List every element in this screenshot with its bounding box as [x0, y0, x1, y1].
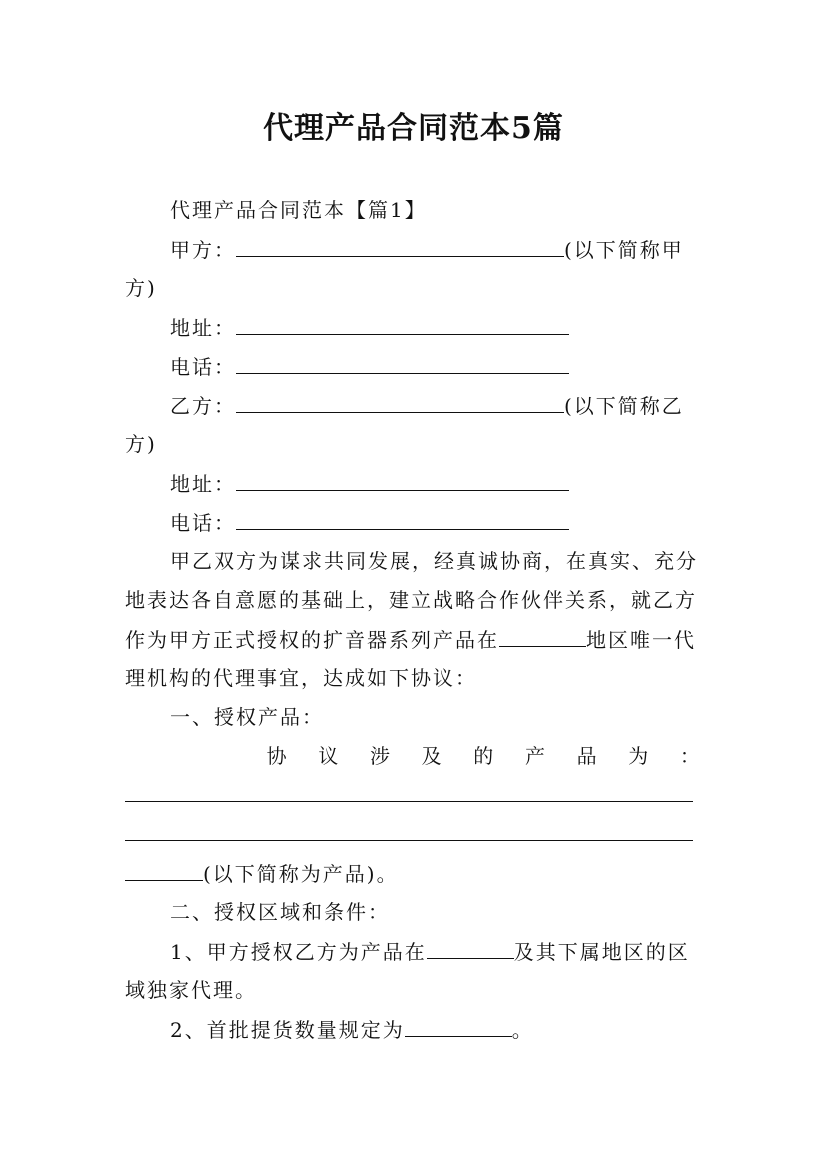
clause-2-item-2-end: 。 [511, 1018, 534, 1042]
product-blank-end[interactable] [125, 860, 203, 881]
clause-1-end-text: (以下简称为产品)。 [203, 862, 399, 886]
intro-line-3 [125, 626, 696, 653]
territory-blank[interactable] [427, 938, 514, 959]
product-char: 产 [524, 744, 545, 768]
clause-2-item-1-end: 及其下属地区的区 [513, 940, 690, 964]
product-char: 涉 [369, 744, 390, 768]
party-a-label: 甲方： [170, 238, 236, 262]
product-blank-line-1[interactable] [125, 801, 693, 802]
party-a-address-line [170, 314, 569, 341]
party-b-phone-blank[interactable] [236, 509, 569, 530]
intro-line-3-start: 作为甲方正式授权的扩音器系列产品在 [125, 628, 499, 652]
party-b-address-blank[interactable] [236, 470, 569, 491]
phone-label: 电话： [170, 511, 236, 535]
clause-1-end-line [125, 860, 399, 887]
address-label: 地址： [170, 472, 236, 496]
clause-1-products-line [125, 743, 700, 769]
product-char: 的 [473, 744, 494, 768]
clause-2-item-1-continued: 域独家代理。 [125, 978, 257, 1002]
party-a-blank[interactable] [236, 236, 564, 257]
clause-2-item-1-start: 1、甲方授权乙方为产品在 [170, 940, 427, 964]
product-char: 议 [318, 744, 339, 768]
product-char: 及 [421, 744, 442, 768]
intro-line-1: 甲乙双方为谋求共同发展，经真诚协商，在真实、充分 [170, 549, 698, 573]
party-b-suffix-continued: 方) [125, 432, 157, 456]
party-b-phone-line [170, 509, 569, 536]
party-b-blank[interactable] [236, 392, 564, 413]
intro-line-2: 地表达各自意愿的基础上，建立战略合作伙伴关系，就乙方 [125, 588, 697, 612]
party-a-address-blank[interactable] [236, 314, 569, 335]
product-char: 为 [628, 744, 649, 768]
clause-2-item-1 [170, 938, 690, 965]
party-a-phone-line [170, 353, 569, 380]
quantity-blank[interactable] [405, 1016, 512, 1037]
party-a-suffix: (以下简称甲 [564, 238, 684, 262]
party-b-address-line [170, 470, 569, 497]
party-b-suffix: (以下简称乙 [564, 394, 684, 418]
clause-2-heading: 二、授权区域和条件： [170, 900, 390, 924]
address-label: 地址： [170, 316, 236, 340]
clause-2-item-2 [170, 1016, 534, 1043]
party-b-label: 乙方： [170, 394, 236, 418]
party-a-phone-blank[interactable] [236, 353, 569, 374]
section-heading: 代理产品合同范本【篇1】 [170, 198, 427, 222]
product-char: ： [679, 744, 700, 768]
document-title: 代理产品合同范本5篇 [263, 111, 564, 146]
product-char: 品 [576, 744, 597, 768]
intro-line-3-end: 地区唯一代 [586, 628, 696, 652]
party-b-line [170, 392, 684, 419]
product-blank-line-2[interactable] [125, 840, 693, 841]
product-char: 协 [266, 744, 287, 768]
party-a-suffix-continued: 方) [125, 276, 157, 300]
intro-line-4: 理机构的代理事宜，达成如下协议： [125, 666, 477, 690]
clause-1-heading: 一、授权产品： [170, 705, 324, 729]
clause-2-item-2-start: 2、首批提货数量规定为 [170, 1018, 405, 1042]
party-a-line [170, 236, 684, 263]
phone-label: 电话： [170, 355, 236, 379]
region-blank[interactable] [499, 626, 586, 647]
